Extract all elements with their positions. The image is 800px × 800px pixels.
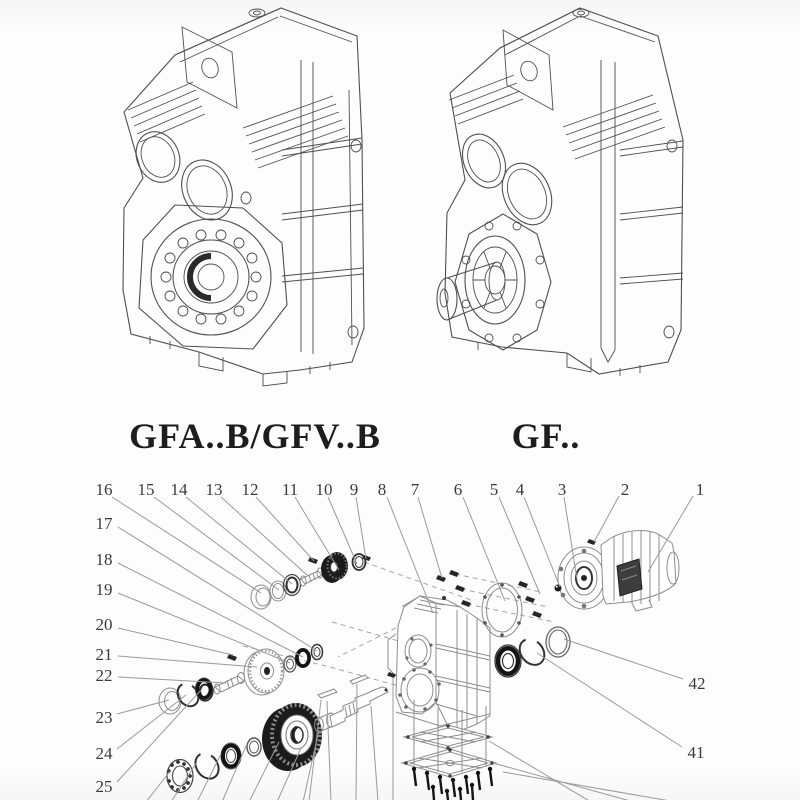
gf-bolt-hole-top: [667, 140, 677, 152]
gf-flange-bolt-holes: [462, 222, 544, 342]
retaining-ring-large: [191, 749, 224, 783]
right-gearbox-figure: [437, 8, 683, 376]
callout-label-21: 21: [95, 645, 113, 664]
intermediate-pinion-shaft: [215, 676, 244, 692]
output-shaft: [330, 687, 388, 727]
gfab-small-boss: [241, 192, 251, 204]
callout-label-4: 4: [515, 480, 525, 499]
callout-leader-7: [418, 497, 442, 578]
callout-label-22: 22: [95, 666, 113, 685]
callout-label-14: 14: [170, 480, 188, 499]
cutoff-leader-3: [197, 754, 221, 800]
callout-label-2: 2: [620, 480, 630, 499]
callout-leader-42: [564, 639, 683, 679]
motor-shaft-end: [581, 575, 587, 581]
gf-lug-plate: [503, 30, 553, 110]
left-figure-caption: GFA..B/GFV..B: [129, 416, 381, 456]
gf-bore-1: [454, 127, 513, 194]
callout-leader-5: [499, 497, 540, 594]
callout-label-23: 23: [95, 708, 113, 727]
gf-top-edges: [500, 8, 655, 55]
callout-label-7: 7: [410, 480, 420, 499]
small-washer: [312, 645, 323, 660]
gfab-hollow-shaft-hole: [198, 264, 224, 290]
callout-label-6: 6: [453, 480, 463, 499]
bearing-ring-parts-bottom: [167, 738, 261, 793]
gf-left-ribs: [449, 75, 523, 124]
callout-label-18: 18: [95, 550, 113, 569]
gfab-bore-2-inner: [179, 159, 234, 220]
intermediate-shaft-parts: [197, 645, 323, 702]
gfab-top-ribs: [243, 96, 348, 168]
spacer-washer: [284, 656, 296, 672]
cutoff-leader-14: [493, 763, 634, 800]
callout-label-3: 3: [557, 480, 567, 499]
gf-output-shaft-body: [447, 262, 497, 320]
oil-pan-drawing: [402, 748, 496, 778]
callout-label-9: 9: [349, 480, 359, 499]
gf-top-ribs: [563, 95, 665, 159]
callout-leader-8: [387, 497, 433, 613]
output-bearing-rings: [495, 627, 570, 677]
oil-seal: [546, 627, 570, 657]
callout-leader-41: [537, 653, 682, 747]
gf-shaft-step: [489, 262, 505, 300]
callout-label-1: 1: [695, 480, 705, 499]
callout-label-11: 11: [281, 480, 299, 499]
gf-filler-plug-hole: [578, 11, 585, 15]
left-gearbox-figure: [123, 8, 364, 386]
callout-leader-14: [186, 497, 292, 584]
gf-bore-2-inner: [500, 163, 554, 225]
callout-label-42: 42: [688, 674, 706, 693]
shaft-key-2: [350, 675, 368, 684]
plug-ball: [555, 585, 562, 592]
cutoff-leader-11: [371, 706, 378, 800]
motor-flange-gasket: [482, 583, 522, 637]
housing-drawing: [388, 596, 490, 734]
callout-leader-6: [463, 497, 505, 601]
gfab-filler-plug: [249, 9, 265, 17]
callout-leader-15: [154, 497, 279, 590]
gf-vertical-strap: [601, 60, 615, 362]
gfab-bearing-outer: [151, 219, 271, 335]
gf-front-flange: [455, 214, 551, 350]
gfab-bore-2: [172, 152, 241, 228]
exploded-diagram: [96, 480, 706, 800]
gfab-top-edges: [175, 8, 352, 62]
bearing-ring-parts-left: [159, 678, 213, 714]
motor-foot: [632, 600, 652, 611]
right-figure-caption: GF..: [511, 416, 581, 456]
callout-label-5: 5: [489, 480, 499, 499]
callout-label-13: 13: [205, 480, 223, 499]
callout-leader-9: [356, 497, 366, 559]
callout-label-17: 17: [95, 514, 113, 533]
callout-label-25: 25: [95, 777, 113, 796]
callout-label-10: 10: [315, 480, 333, 499]
callout-label-20: 20: [95, 615, 113, 634]
callout-leader-19: [118, 593, 290, 663]
callout-label-24: 24: [95, 744, 113, 763]
gfab-lug-hole: [199, 56, 221, 80]
callout-label-41: 41: [687, 743, 705, 762]
housing-top-screw: [442, 596, 446, 600]
gfab-shaft-bore-shadow: [190, 256, 211, 298]
callout-leader-24: [117, 695, 186, 749]
cutoff-leader-15: [503, 772, 676, 800]
callout-label-15: 15: [137, 480, 155, 499]
gfab-feet: [150, 336, 330, 386]
callout-leader-23: [117, 700, 169, 714]
gfab-bolt-hole-bottom: [348, 326, 358, 338]
gf-bolt-hole-bottom: [664, 326, 674, 338]
gf-filler-plug: [573, 9, 589, 17]
gfab-housing-outline: [123, 8, 364, 374]
gf-hub: [485, 266, 505, 294]
callout-leader-16: [112, 497, 261, 593]
gfab-bolt-hole-top: [351, 140, 361, 152]
callout-leader-18: [118, 563, 303, 657]
shaft-key-1: [318, 689, 337, 698]
output-shaft-parts: [262, 675, 388, 771]
gasket-drawing: [404, 724, 492, 750]
gfab-left-ribs: [128, 82, 205, 142]
gfab-bolt-circle: [161, 230, 261, 324]
gf-bore-2: [493, 155, 561, 232]
gf-lug-hole: [518, 59, 540, 83]
callout-label-19: 19: [95, 580, 113, 599]
callout-label-12: 12: [241, 480, 259, 499]
gf-side-bands: [620, 141, 683, 284]
gf-bore-1-inner: [461, 135, 506, 187]
cutoff-leader-1: [146, 770, 171, 800]
gfab-filler-plug-hole: [254, 11, 261, 15]
callout-label-16: 16: [95, 480, 113, 499]
callout-leader-2: [594, 496, 619, 542]
callout-label-8: 8: [377, 480, 387, 499]
cutoff-leader-13: [489, 741, 591, 800]
gf-shaft-center-hole: [440, 289, 448, 307]
callout-leader-12: [256, 497, 314, 561]
callout-leader-20: [118, 628, 233, 655]
callout-leader-22: [118, 677, 226, 683]
gfab-vertical-straps: [301, 60, 352, 354]
callout-leader-4: [524, 497, 560, 587]
